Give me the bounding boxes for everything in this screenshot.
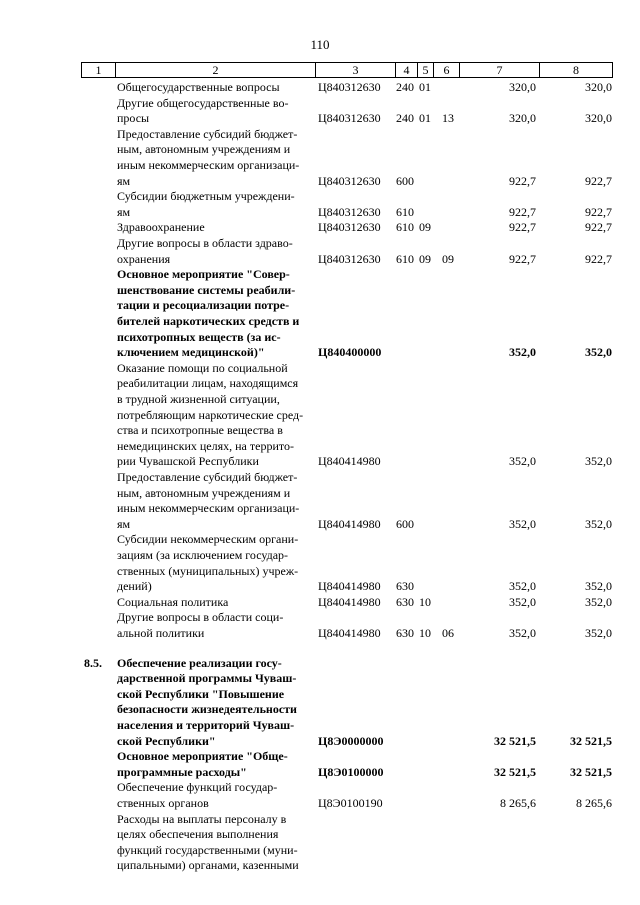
row-name-line: бителей наркотических средств и — [117, 314, 300, 328]
row-name-line: в трудной жизненной ситуации, — [117, 392, 280, 406]
header-col-4: 4 — [395, 62, 417, 78]
row-name-line: безопасности жизнедеятельности — [117, 702, 297, 717]
row-value-8: 922,7 — [585, 251, 612, 266]
row-name-line: иным некоммерческим организаци- — [117, 158, 300, 172]
row-col4: 630 — [396, 626, 414, 640]
row-name-line: просы — [117, 111, 150, 126]
row-name-line: Субсидии некоммерческим органи- — [117, 532, 299, 547]
row-name-line: ключением медицинской)" — [117, 345, 265, 360]
row-name-line: иным некоммерческим организаци- — [117, 501, 300, 516]
header-col-7: 7 — [459, 62, 539, 78]
row-value-8: 352,0 — [585, 626, 612, 640]
row-code: Ц840414980 — [318, 594, 381, 609]
row-value-7: 922,7 — [509, 204, 536, 219]
row-name-line: зациям (за исключением государ- — [117, 548, 289, 562]
row-code: Ц8Э0100000 — [318, 764, 384, 779]
row-name-line: Основное мероприятие "Совер- — [117, 267, 290, 282]
row-name-line: Оказание помощи по социальной — [117, 360, 288, 375]
row-name-line: ства и психотропные вещества в — [117, 423, 283, 438]
row-col4: 610 — [396, 251, 414, 266]
row-col5: 09 — [419, 220, 431, 235]
row-name-line: Общегосударственные вопросы — [117, 80, 280, 94]
row-name-line: рии Чувашской Республики — [117, 454, 259, 469]
row-code: Ц840414980 — [318, 516, 381, 531]
row-name-line: ям — [117, 173, 131, 188]
row-col6: 06 — [442, 626, 454, 640]
row-name-line: немедицинских целях, на террито- — [117, 438, 294, 453]
row-name-line: Обеспечение функций государ- — [117, 780, 278, 795]
row-code: Ц840312630 — [318, 111, 381, 126]
row-value-8: 32 521,5 — [570, 764, 612, 779]
row-name-line: Другие вопросы в области здраво- — [117, 236, 293, 250]
row-value-8: 352,0 — [585, 516, 612, 531]
row-value-8: 352,0 — [585, 345, 612, 360]
row-name-line: психотропных веществ (за ис- — [117, 329, 281, 344]
row-name-line: реабилитации лицам, находящимся — [117, 376, 299, 391]
row-col6: 09 — [442, 251, 454, 266]
row-col5: 10 — [419, 626, 431, 640]
row-col4: 630 — [396, 579, 414, 594]
row-value-7: 922,7 — [509, 251, 536, 266]
row-col6: 13 — [442, 111, 454, 126]
row-name-line: Расходы на выплаты персоналу в — [117, 811, 287, 826]
row-name-line: Другие общегосударственные во- — [117, 95, 289, 110]
row-code: Ц840312630 — [318, 204, 381, 219]
row-name-line: функций государственными (муни- — [117, 842, 298, 857]
row-col4: 600 — [396, 173, 414, 188]
row-col5: 01 — [419, 111, 431, 126]
row-value-8: 922,7 — [585, 220, 612, 235]
row-value-8: 352,0 — [585, 454, 612, 469]
row-name-line: Предоставление субсидий бюджет- — [117, 470, 298, 484]
row-value-7: 352,0 — [509, 594, 536, 609]
row-name-line: ям — [117, 516, 131, 531]
row-name-line: Субсидии бюджетным учреждени- — [117, 189, 295, 204]
row-value-7: 32 521,5 — [494, 764, 536, 779]
row-name-line: ным, автономным учреждениям и — [117, 142, 291, 157]
row-value-7: 8 265,6 — [500, 796, 536, 810]
row-name-line: ственных органов — [117, 796, 209, 810]
row-value-7: 352,0 — [509, 579, 536, 594]
header-col-3: 3 — [315, 62, 395, 78]
row-value-7: 352,0 — [509, 454, 536, 469]
row-col5: 09 — [419, 251, 431, 266]
row-number: 8.5. — [84, 655, 102, 670]
row-name-line: ям — [117, 204, 131, 219]
row-value-7: 352,0 — [509, 516, 536, 531]
row-value-8: 922,7 — [585, 204, 612, 219]
row-value-7: 32 521,5 — [494, 733, 536, 748]
row-value-7: 320,0 — [509, 80, 536, 94]
row-name-line: дений) — [117, 579, 152, 594]
header-col-1: 1 — [81, 62, 115, 78]
row-value-7: 320,0 — [509, 111, 536, 126]
row-value-8: 32 521,5 — [570, 733, 612, 748]
row-value-8: 8 265,6 — [576, 796, 612, 810]
row-value-7: 352,0 — [509, 626, 536, 640]
row-value-8: 922,7 — [585, 173, 612, 188]
header-col-2: 2 — [115, 62, 315, 78]
row-value-8: 352,0 — [585, 579, 612, 594]
row-code: Ц840400000 — [318, 345, 382, 360]
row-name-line: альной политики — [117, 626, 205, 640]
row-col4: 610 — [396, 204, 414, 219]
row-name-line: Основное мероприятие "Обще- — [117, 749, 288, 764]
row-col5: 10 — [419, 594, 431, 609]
page-number: 110 — [310, 37, 330, 52]
header-col-6: 6 — [433, 62, 459, 78]
row-name-line: шенствование системы реабили- — [117, 282, 296, 297]
row-name-line: целях обеспечения выполнения — [117, 827, 279, 842]
row-code: Ц840312630 — [318, 80, 381, 94]
row-name-line: Социальная политика — [117, 594, 229, 609]
row-name-line: программные расходы" — [117, 764, 247, 779]
row-col4: 610 — [396, 220, 414, 235]
row-name-line: тации и ресоциализации потре- — [117, 298, 290, 313]
row-name-line: дарственной программы Чуваш- — [117, 671, 297, 686]
row-value-8: 320,0 — [585, 80, 612, 94]
row-code: Ц8Э0100190 — [318, 796, 383, 810]
row-name-line: ской Республики "Повышение — [117, 686, 285, 701]
row-col4: 240 — [396, 111, 414, 126]
row-name-line: Предоставление субсидий бюджет- — [117, 126, 298, 141]
row-value-8: 320,0 — [585, 111, 612, 126]
row-value-8: 352,0 — [585, 594, 612, 609]
row-col5: 01 — [419, 80, 431, 94]
header-col-8: 8 — [539, 62, 613, 78]
row-code: Ц840312630 — [318, 173, 381, 188]
row-name-line: населения и территорий Чуваш- — [117, 718, 295, 732]
row-name-line: ным, автономным учреждениям и — [117, 485, 291, 500]
row-col4: 600 — [396, 516, 414, 531]
row-col4: 630 — [396, 594, 414, 609]
row-name-line: Обеспечение реализации госу- — [117, 655, 282, 670]
row-col4: 240 — [396, 80, 414, 94]
row-name-line: Другие вопросы в области соци- — [117, 610, 284, 625]
row-code: Ц840414980 — [318, 626, 381, 640]
row-name-line: ской Республики" — [117, 733, 216, 748]
row-code: Ц840312630 — [318, 251, 381, 266]
row-value-7: 352,0 — [509, 345, 536, 360]
row-name-line: ципальными) органами, казенными — [117, 858, 299, 873]
row-value-7: 922,7 — [509, 173, 536, 188]
row-code: Ц8Э0000000 — [318, 733, 384, 748]
row-value-7: 922,7 — [509, 220, 536, 235]
row-name-line: Здравоохранение — [117, 220, 205, 235]
row-name-line: ственных (муниципальных) учреж- — [117, 563, 299, 578]
row-code: Ц840414980 — [318, 454, 381, 469]
row-code: Ц840414980 — [318, 579, 381, 594]
row-code: Ц840312630 — [318, 220, 381, 235]
header-col-5: 5 — [417, 62, 433, 78]
row-name-line: охранения — [117, 251, 171, 266]
row-name-line: потребляющим наркотические сред- — [117, 407, 304, 422]
